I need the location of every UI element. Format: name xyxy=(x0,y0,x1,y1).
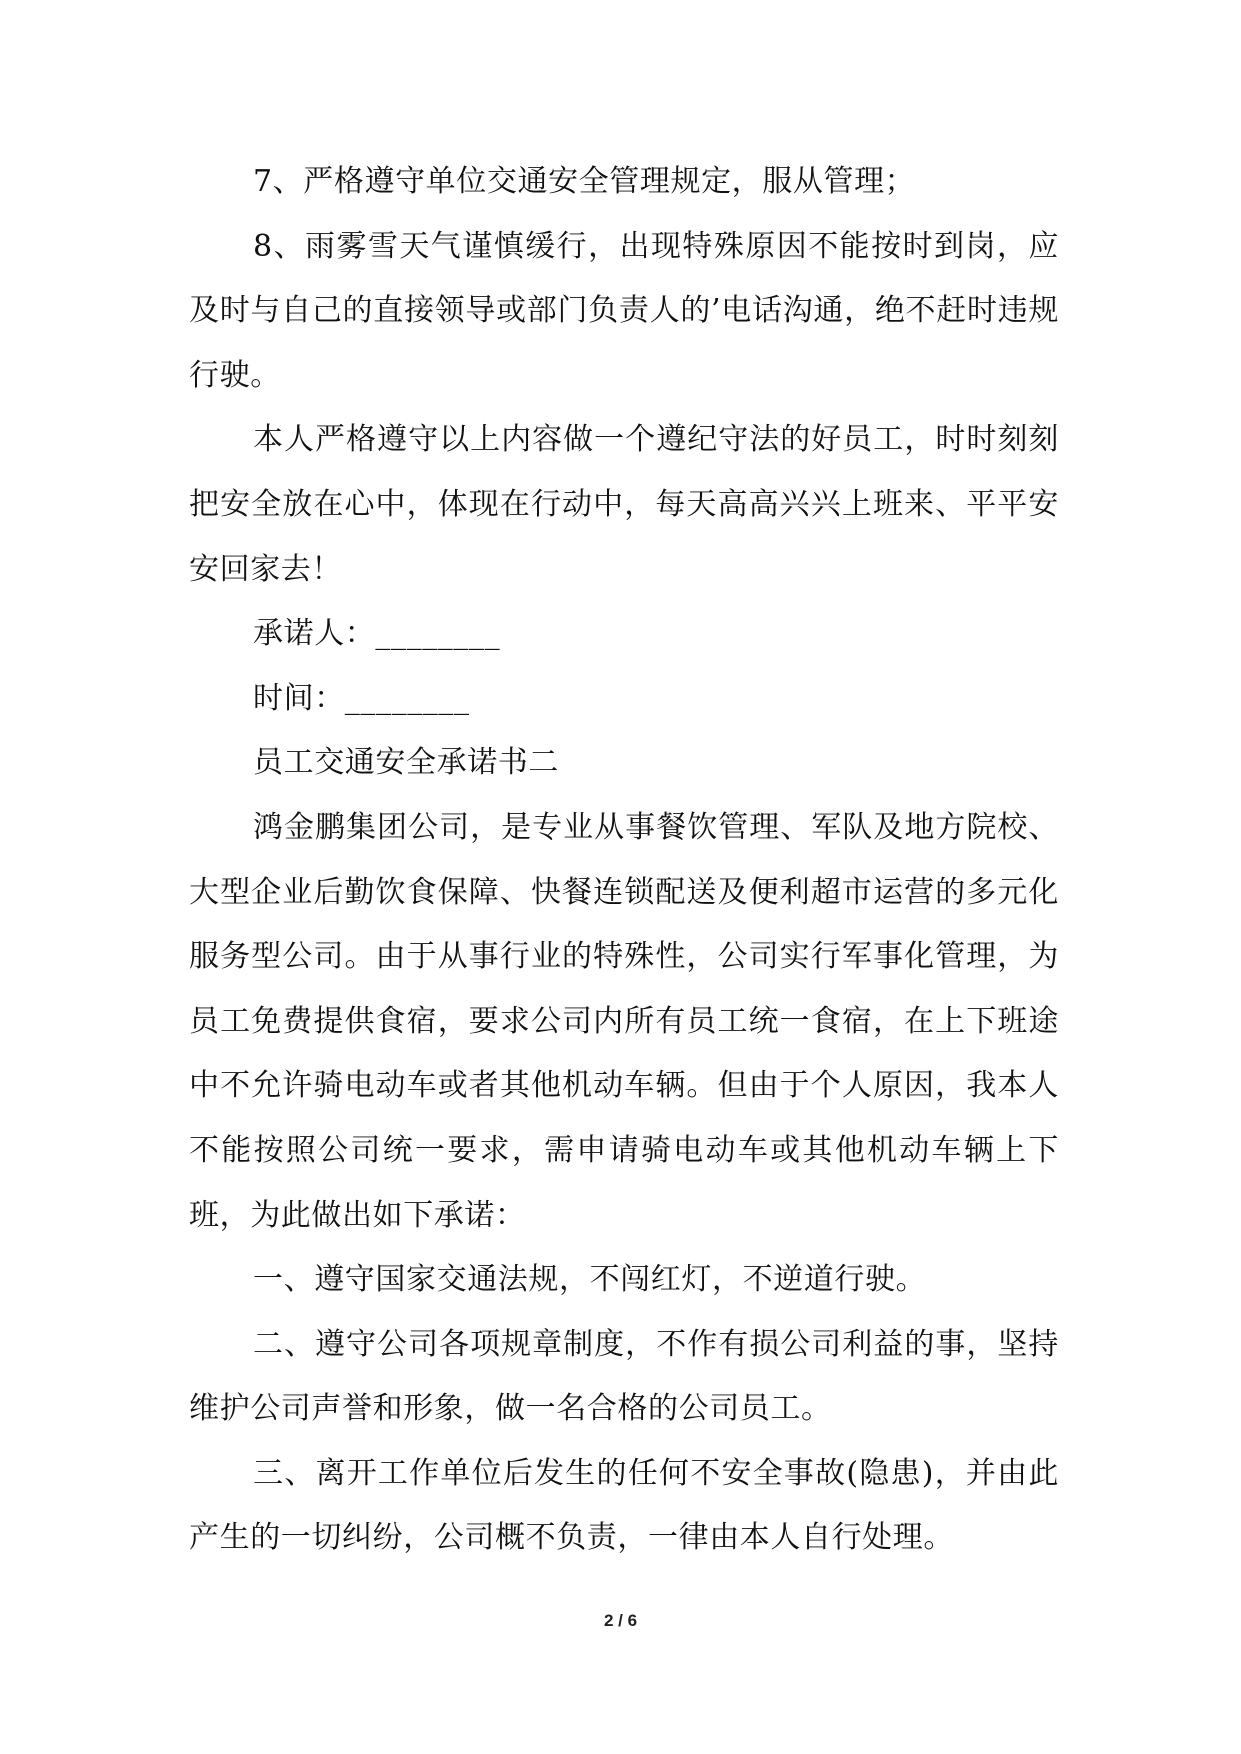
paragraph-item-one: 一、遵守国家交通法规，不闯红灯，不逆道行驶。 xyxy=(253,1262,927,1298)
paragraph-item-three: 三、离开工作单位后发生的任何不安全事故(隐患)，并由此产生的一切纠纷，公司概不负责，一律由本人自行处理。 xyxy=(189,1455,1059,1556)
page-number: 2 / 6 xyxy=(603,1611,638,1630)
paragraph-pledge-statement: 本人严格遵守以上内容做一个遵纪守法的好员工，时时刻刻把安全放在心中，体现在行动中，每天高高兴兴上班来、平平安安回家去！ xyxy=(189,422,1059,587)
paragraph-rule-7: 7、严格遵守单位交通安全管理规定，服从管理； xyxy=(253,164,916,199)
paragraph-company-intro: 鸿金鹏集团公司，是专业从事餐饮管理、军队及地方院校、大型企业后勤饮食保障、快餐连锁配送及便利超市运营的多元化服务型公司。由于从事行业的特殊性，公司实行军事化管理，为员工免费提供食宿，要求公司内所有员工统一食宿，在上下班途中不允许骑电动车或者其他机动车辆。但由于个人原因，我本人不能按照公司统一要求，需申请骑电动车或其他机动车辆上下班，为此做出如下承诺： xyxy=(189,809,1059,1233)
paragraph-item-two: 二、遵守公司各项规章制度，不作有损公司利益的事，坚持维护公司声誉和形象，做一名合格的公司员工。 xyxy=(189,1326,1059,1427)
document-body xyxy=(189,150,1059,1571)
paragraph-rule-8: 8、雨雾雪天气谨慎缓行，出现特殊原因不能按时到岗，应及时与自己的直接领导或部门负责人的’电话沟通，绝不赶时违规行驶。 xyxy=(189,228,1059,393)
signature-line-promisor: 承诺人：________ xyxy=(253,616,501,652)
section-title-pledge-two: 员工交通安全承诺书二 xyxy=(253,745,559,781)
signature-line-date: 时间：________ xyxy=(253,680,470,716)
